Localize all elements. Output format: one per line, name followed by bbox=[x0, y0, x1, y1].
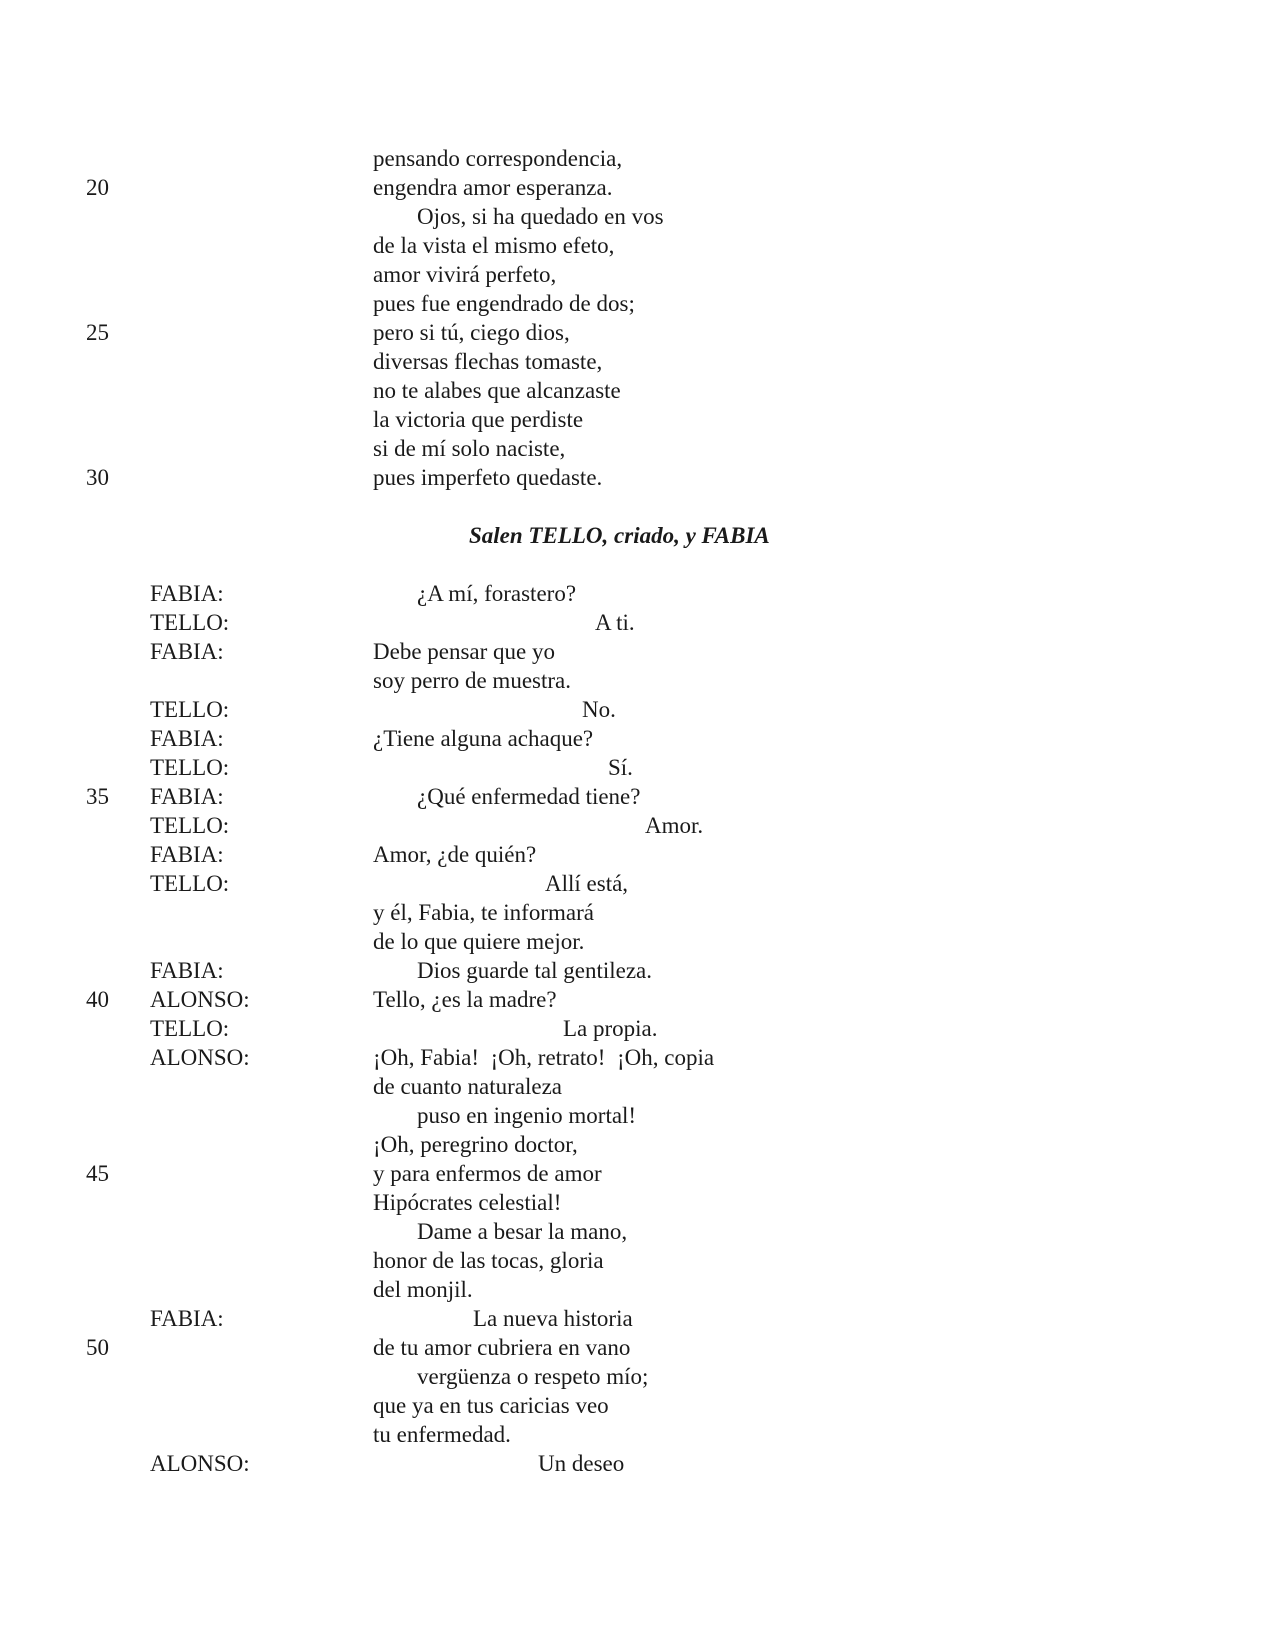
verse-line bbox=[0, 579, 1275, 608]
verse-text: y para enfermos de amor bbox=[373, 1161, 602, 1186]
verse-line bbox=[0, 1449, 1275, 1478]
verse-line bbox=[0, 869, 1275, 898]
line-number: 25 bbox=[86, 320, 109, 345]
verse-text: ¡Oh, peregrino doctor, bbox=[373, 1132, 578, 1157]
verse-line bbox=[0, 1246, 1275, 1275]
line-number: 20 bbox=[86, 175, 109, 200]
verse-line bbox=[0, 927, 1275, 956]
verse-line bbox=[0, 260, 1275, 289]
stage-direction: Salen TELLO, criado, y FABIA bbox=[469, 523, 770, 548]
speaker-name: FABIA: bbox=[150, 726, 224, 751]
verse-line bbox=[0, 753, 1275, 782]
verse-line bbox=[0, 637, 1275, 666]
verse-line bbox=[0, 695, 1275, 724]
verse-text: La propia. bbox=[563, 1016, 658, 1041]
line-number: 50 bbox=[86, 1335, 109, 1360]
verse-line bbox=[0, 1101, 1275, 1130]
verse-line bbox=[0, 173, 1275, 202]
verse-text: la victoria que perdiste bbox=[373, 407, 584, 432]
verse-line bbox=[0, 347, 1275, 376]
verse-line bbox=[0, 1072, 1275, 1101]
verse-line bbox=[0, 1420, 1275, 1449]
verse-text: vergüenza o respeto mío; bbox=[417, 1364, 649, 1389]
verse-text: si de mí solo naciste, bbox=[373, 436, 566, 461]
verse-line bbox=[0, 231, 1275, 260]
verse-text: tu enfermedad. bbox=[373, 1422, 511, 1447]
verse-block-monologue bbox=[0, 144, 1275, 492]
verse-text: del monjil. bbox=[373, 1277, 473, 1302]
verse-line bbox=[0, 202, 1275, 231]
speaker-name: TELLO: bbox=[150, 755, 230, 780]
verse-text: Debe pensar que yo bbox=[373, 639, 556, 664]
line-number: 45 bbox=[86, 1161, 109, 1186]
verse-text: Hipócrates celestial! bbox=[373, 1190, 562, 1215]
verse-text: que ya en tus caricias veo bbox=[373, 1393, 609, 1418]
verse-line bbox=[0, 1362, 1275, 1391]
verse-text: Tello, ¿es la madre? bbox=[373, 987, 557, 1012]
speaker-name: FABIA: bbox=[150, 842, 224, 867]
verse-text: soy perro de muestra. bbox=[373, 668, 571, 693]
verse-line bbox=[0, 1217, 1275, 1246]
verse-text: de cuanto naturaleza bbox=[373, 1074, 562, 1099]
verse-line bbox=[0, 724, 1275, 753]
verse-text: pero si tú, ciego dios, bbox=[373, 320, 570, 345]
verse-line bbox=[0, 318, 1275, 347]
speaker-name: TELLO: bbox=[150, 697, 230, 722]
verse-line bbox=[0, 782, 1275, 811]
verse-line bbox=[0, 898, 1275, 927]
speaker-name: ALONSO: bbox=[150, 987, 250, 1012]
verse-line bbox=[0, 1275, 1275, 1304]
verse-text: La nueva historia bbox=[473, 1306, 633, 1331]
verse-line bbox=[0, 1304, 1275, 1333]
verse-text: amor vivirá perfeto, bbox=[373, 262, 557, 287]
verse-line bbox=[0, 1188, 1275, 1217]
verse-text: ¿A mí, forastero? bbox=[417, 581, 577, 606]
verse-text: ¿Qué enfermedad tiene? bbox=[417, 784, 641, 809]
verse-text: Amor. bbox=[645, 813, 704, 838]
verse-line bbox=[0, 289, 1275, 318]
speaker-name: FABIA: bbox=[150, 639, 224, 664]
verse-line bbox=[0, 811, 1275, 840]
verse-line bbox=[0, 1391, 1275, 1420]
verse-text: honor de las tocas, gloria bbox=[373, 1248, 604, 1273]
verse-text: Amor, ¿de quién? bbox=[373, 842, 537, 867]
speaker-name: FABIA: bbox=[150, 958, 224, 983]
speaker-name: TELLO: bbox=[150, 610, 230, 635]
verse-text: pues imperfeto quedaste. bbox=[373, 465, 603, 490]
verse-line bbox=[0, 840, 1275, 869]
speaker-name: FABIA: bbox=[150, 1306, 224, 1331]
verse-line bbox=[0, 1014, 1275, 1043]
play-page bbox=[0, 144, 1275, 1478]
verse-text: A ti. bbox=[595, 610, 635, 635]
speaker-name: TELLO: bbox=[150, 871, 230, 896]
verse-line bbox=[0, 376, 1275, 405]
verse-line bbox=[0, 1043, 1275, 1072]
speaker-name: TELLO: bbox=[150, 813, 230, 838]
verse-line bbox=[0, 666, 1275, 695]
speaker-name: TELLO: bbox=[150, 1016, 230, 1041]
verse-text: pensando correspondencia, bbox=[373, 146, 623, 171]
verse-text: y él, Fabia, te informará bbox=[373, 900, 594, 925]
verse-block-dialogue bbox=[0, 579, 1275, 1478]
verse-line bbox=[0, 956, 1275, 985]
verse-text: Ojos, si ha quedado en vos bbox=[417, 204, 664, 229]
verse-line bbox=[0, 463, 1275, 492]
verse-text: de la vista el mismo efeto, bbox=[373, 233, 615, 258]
speaker-name: ALONSO: bbox=[150, 1451, 250, 1476]
verse-text: puso en ingenio mortal! bbox=[417, 1103, 637, 1128]
verse-text: ¡Oh, Fabia! ¡Oh, retrato! ¡Oh, copia bbox=[373, 1045, 715, 1070]
verse-line bbox=[0, 985, 1275, 1014]
verse-line bbox=[0, 405, 1275, 434]
verse-text: Un deseo bbox=[538, 1451, 625, 1476]
verse-text: ¿Tiene alguna achaque? bbox=[373, 726, 594, 751]
verse-text: de tu amor cubriera en vano bbox=[373, 1335, 631, 1360]
verse-text: no te alabes que alcanzaste bbox=[373, 378, 621, 403]
line-number: 40 bbox=[86, 987, 109, 1012]
verse-line bbox=[0, 1333, 1275, 1362]
verse-text: No. bbox=[582, 697, 616, 722]
verse-text: de lo que quiere mejor. bbox=[373, 929, 585, 954]
verse-line bbox=[0, 434, 1275, 463]
verse-line bbox=[0, 1130, 1275, 1159]
speaker-name: FABIA: bbox=[150, 784, 224, 809]
line-number: 35 bbox=[86, 784, 109, 809]
speaker-name: FABIA: bbox=[150, 581, 224, 606]
line-number: 30 bbox=[86, 465, 109, 490]
verse-line bbox=[0, 1159, 1275, 1188]
verse-text: pues fue engendrado de dos; bbox=[373, 291, 635, 316]
verse-text: engendra amor esperanza. bbox=[373, 175, 613, 200]
verse-text: Dios guarde tal gentileza. bbox=[417, 958, 653, 983]
verse-text: Dame a besar la mano, bbox=[417, 1219, 628, 1244]
verse-line bbox=[0, 608, 1275, 637]
verse-text: Allí está, bbox=[545, 871, 629, 896]
verse-text: diversas flechas tomaste, bbox=[373, 349, 603, 374]
speaker-name: ALONSO: bbox=[150, 1045, 250, 1070]
verse-line bbox=[0, 144, 1275, 173]
verse-text: Sí. bbox=[608, 755, 633, 780]
